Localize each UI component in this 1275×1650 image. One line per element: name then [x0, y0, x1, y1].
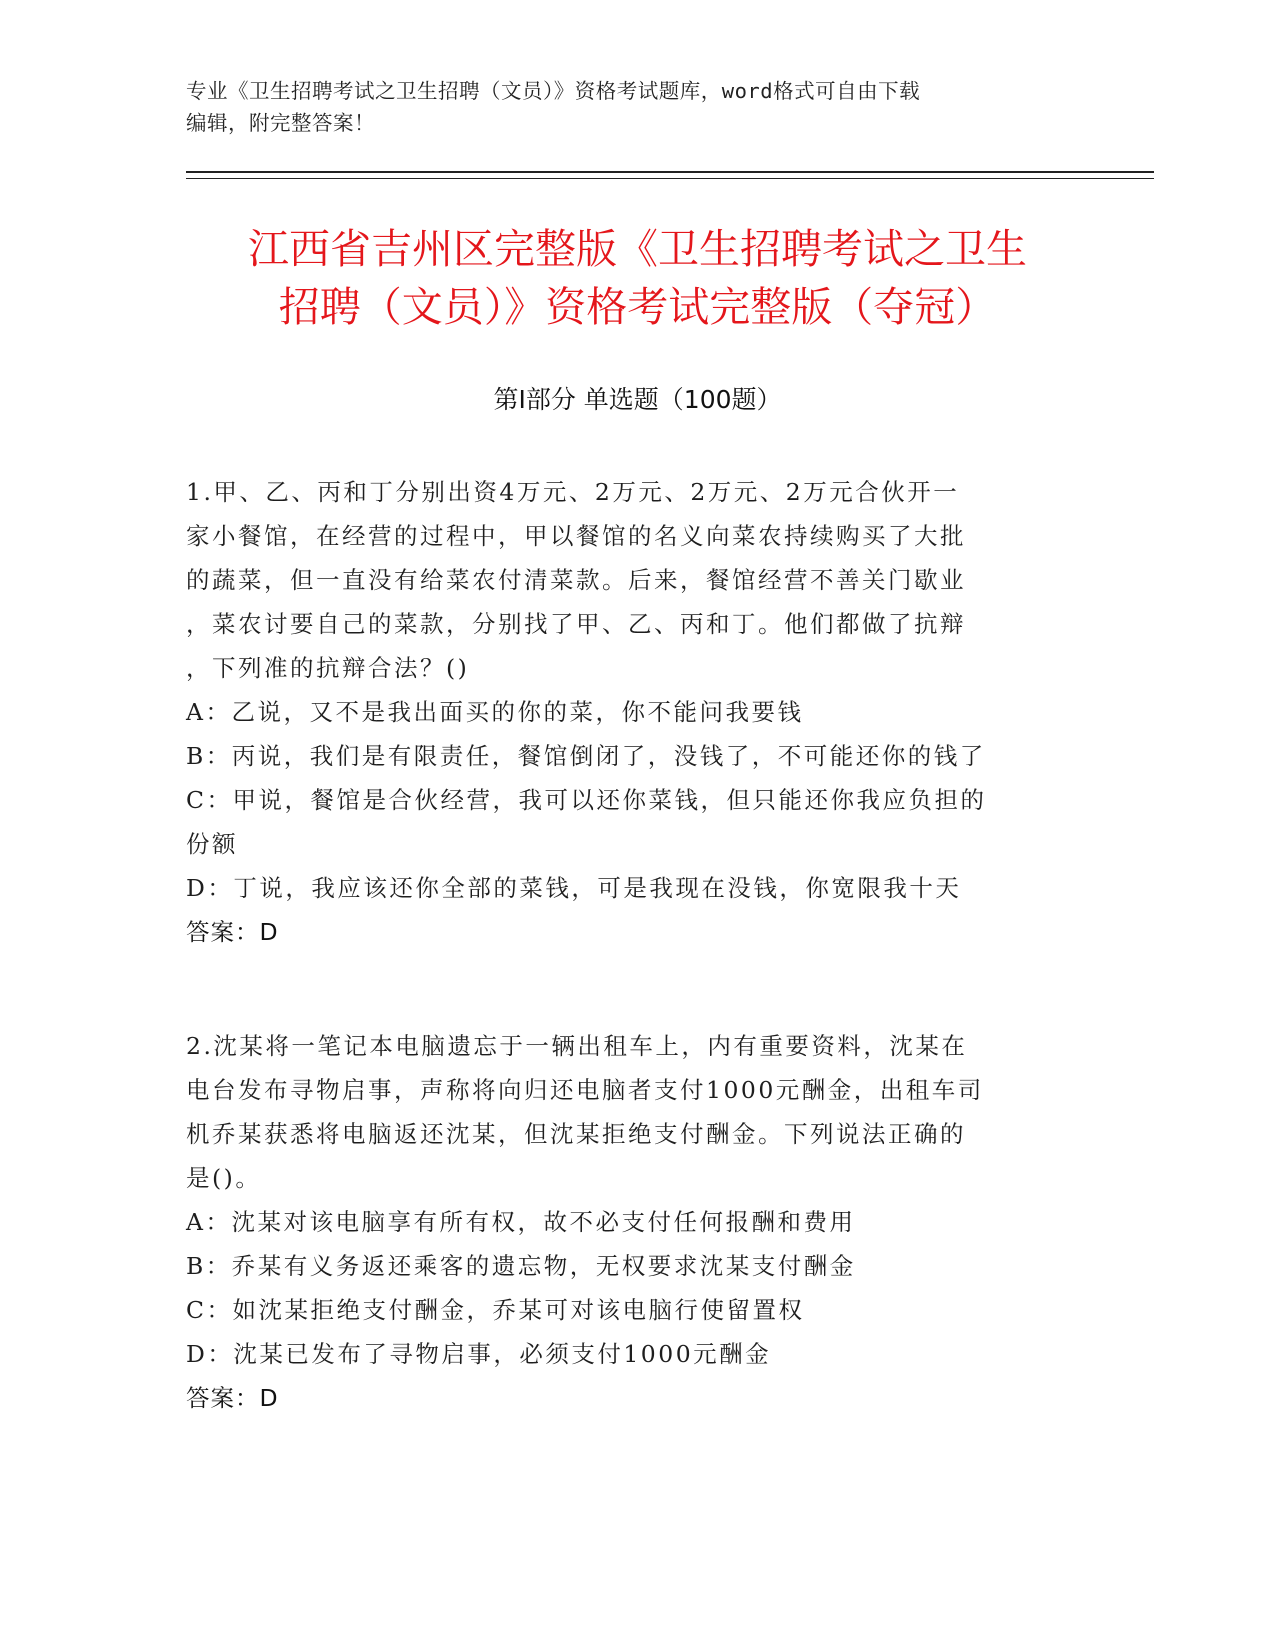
question-2-stem-line-4: 是()。	[186, 1164, 262, 1192]
question-1-option-c: C：甲说，餐馆是合伙经营，我可以还你菜钱，但只能还你我应负担的	[186, 786, 987, 814]
header-note-line-1: 专业《卫生招聘考试之卫生招聘（文员）》资格考试题库，word格式可自由下载	[186, 79, 921, 103]
question-1-answer: 答案：D	[186, 918, 279, 946]
question-1-option-b: B：丙说，我们是有限责任，餐馆倒闭了，没钱了，不可能还你的钱了	[186, 742, 986, 770]
question-1-stem-line-1: 1.甲、乙、丙和丁分别出资4万元、2万元、2万元、2万元合伙开一	[186, 478, 960, 506]
section-heading: 第Ⅰ部分 单选题（100题）	[493, 385, 782, 414]
question-2-option-a: A：沈某对该电脑享有所有权，故不必支付任何报酬和费用	[186, 1208, 856, 1236]
question-1-stem-line-5: ，下列准的抗辩合法？()	[186, 654, 470, 682]
document-title-line-1: 江西省吉州区完整版《卫生招聘考试之卫生	[248, 225, 1027, 273]
question-1	[186, 470, 1066, 954]
question-1-option-a: A：乙说，又不是我出面买的你的菜，你不能问我要钱	[186, 698, 804, 726]
document-title-line-2: 招聘（文员）》资格考试完整版（夺冠）	[278, 283, 997, 331]
question-2-stem-line-3: 机乔某获悉将电脑返还沈某，但沈某拒绝支付酬金。下列说法正确的	[186, 1120, 966, 1148]
question-1-stem-line-4: ，菜农讨要自己的菜款，分别找了甲、乙、丙和丁。他们都做了抗辩	[186, 610, 966, 638]
question-2-stem-line-1: 2.沈某将一笔记本电脑遗忘于一辆出租车上，内有重要资料，沈某在	[186, 1032, 968, 1060]
question-2-option-c: C：如沈某拒绝支付酬金，乔某可对该电脑行使留置权	[186, 1296, 805, 1324]
question-2-option-d: D：沈某已发布了寻物启事，必须支付1000元酬金	[186, 1340, 772, 1368]
header-rule-thin	[186, 178, 1154, 179]
header-note	[186, 75, 1066, 139]
header-rule-thick	[186, 171, 1154, 173]
question-2-answer: 答案：D	[186, 1384, 279, 1412]
question-2-option-b: B：乔某有义务返还乘客的遗忘物，无权要求沈某支付酬金	[186, 1252, 856, 1280]
question-1-option-c-continued: 份额	[186, 830, 238, 858]
header-note-line-2: 编辑，附完整答案！	[186, 111, 375, 135]
question-2	[186, 1024, 1066, 1420]
question-1-stem-line-2: 家小餐馆，在经营的过程中，甲以餐馆的名义向菜农持续购买了大批	[186, 522, 966, 550]
document-title	[186, 220, 1089, 336]
question-2-stem-line-2: 电台发布寻物启事，声称将向归还电脑者支付1000元酬金，出租车司	[186, 1076, 984, 1104]
question-1-option-d: D：丁说，我应该还你全部的菜钱，可是我现在没钱，你宽限我十天	[186, 874, 962, 902]
question-1-stem-line-3: 的蔬菜，但一直没有给菜农付清菜款。后来，餐馆经营不善关门歇业	[186, 566, 966, 594]
